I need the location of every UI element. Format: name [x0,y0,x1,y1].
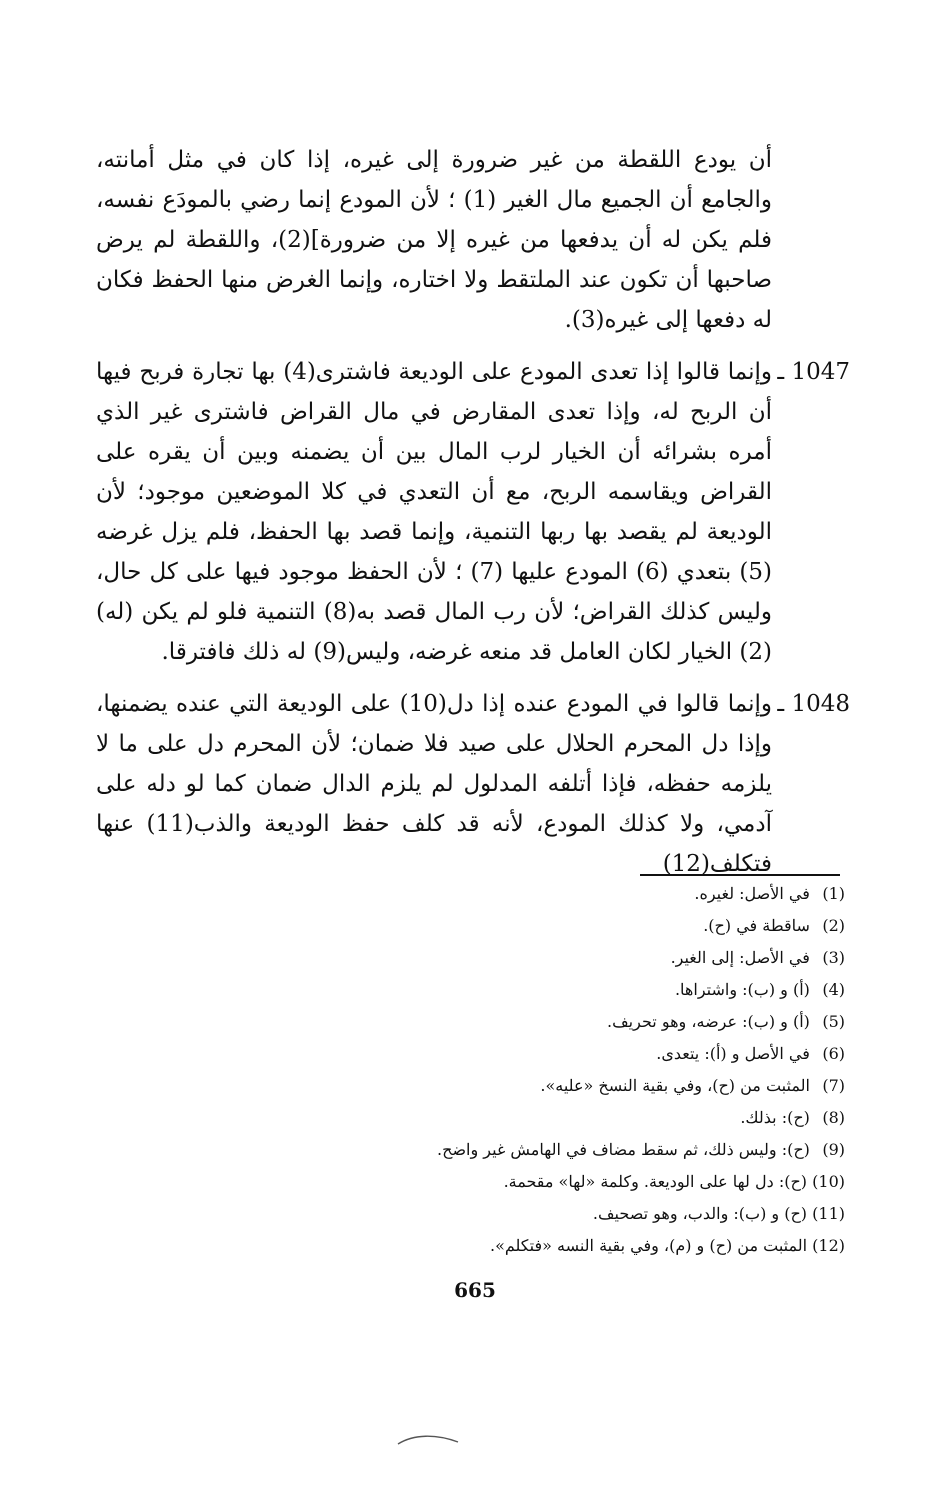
footnote-number: (5) [822,1012,845,1031]
paragraph-1047 [96,352,850,672]
footnote-text: في الأصل: إلى الغير. [670,948,810,967]
footnote [300,878,845,910]
paragraph-text: وإنما قالوا في المودع عنده إذا دل(10) على الوديعة التي عنده يضمنها، وإذا دل المحرم الحلال على صيد فلا ضمان؛ لأن المحرم دل على ما لا يلزمه حفظه، فإذا أتلفه المدلول لم يلزم الدال ضمان كما لو دله على آدمي، ولا كذلك المودع، لأنه قد كلف حفظ الوديعة والذب(11) عنها فتكلف(12) [96,691,772,877]
footnote-text: (أ) و (ب): عرضه، وهو تحريف. [607,1012,810,1031]
footnote [300,1166,845,1198]
footnote-text: (ح): دل لها على الوديعة. وكلمة «لها» مقحمة. [503,1172,808,1191]
footnote-number: (2) [822,916,845,935]
footnotes [300,878,845,1262]
footnote [300,942,845,974]
footnote-number: (1) [822,884,845,903]
footnote-number: (7) [822,1076,845,1095]
footnote-number: (3) [822,948,845,967]
footnote-text: (ح): وليس ذلك، ثم سقط مضاف في الهامش غير واضح. [437,1140,810,1159]
footnote [300,1198,845,1230]
footnote-text: المثبت من (ح) و (م)، وفي بقية النسه «فتكلم». [489,1236,808,1255]
footnote [300,1102,845,1134]
paragraph-text: أن يودع اللقطة من غير ضرورة إلى غيره، إذا كان في مثل أمانته، والجامع أن الجميع مال الغير (1) ؛ لأن المودع إنما رضي بالمودَع نفسه، فلم يكن له أن يدفعها من غيره إلا من ضرورة](2)، واللقطة لم يرض صاحبها أن تكون عند الملتقط ولا اختاره، وإنما الغرض منها الحفظ فكان له دفعها إلى غيره(3). [96,147,772,333]
footnote-text: (ح) و (ب): والدب، وهو تصحيف. [592,1204,808,1223]
footnote-number: (10) [812,1172,845,1191]
paragraph-continuation [96,140,850,340]
footnote-text: في الأصل و (أ): يتعدى. [656,1044,810,1063]
paragraph-1048 [96,684,850,884]
footnote-number: (11) [812,1204,845,1223]
tilde-ornament-icon [396,1433,460,1447]
main-text [96,140,850,896]
footnote [300,1006,845,1038]
footnote-text: (ح): بذلك. [740,1108,810,1127]
footnote-number: (12) [812,1236,845,1255]
footnote-number: (9) [822,1140,845,1159]
paragraph-number: 1047 ـ [777,359,850,385]
footnote-number: (6) [822,1044,845,1063]
page-number: 665 [454,1278,496,1302]
footnote-text: ساقطة في (ح). [703,916,810,935]
footnote-text: المثبت من (ح)، وفي بقية النسخ «عليه». [540,1076,810,1095]
footnote-number: (8) [822,1108,845,1127]
footnote-number: (4) [822,980,845,999]
footnote-text: (أ) و (ب): واشتراها. [674,980,810,999]
footnote [300,974,845,1006]
paragraph-number: 1048 ـ [777,691,850,717]
footnote [300,1038,845,1070]
footnote [300,1230,845,1262]
footnote-separator [640,874,840,876]
footnote [300,1070,845,1102]
paragraph-text: وإنما قالوا إذا تعدى المودع على الوديعة فاشترى(4) بها تجارة فربح فيها أن الربح له، وإذا تعدى المقارض في مال القراض فاشترى غير الذي أمره بشرائه أن الخيار لرب المال بين أن يضمنه وبين أن يقره على القراض ويقاسمه الربح، مع أن التعدي في كلا الموضعين موجود؛ لأن الوديعة لم يقصد بها ربها التنمية، وإنما قصد بها الحفظ، فلم يزل غرضه (5) بتعدي (6) المودع عليها (7) ؛ لأن الحفظ موجود فيها على كل حال، وليس كذلك القراض؛ لأن رب المال قصد به(8) التنمية فلو لم يكن (له)(2) الخيار لكان العامل قد منعه غرضه، وليس(9) له ذلك فافترقا. [96,359,772,665]
footnote-text: في الأصل: لغيره. [694,884,810,903]
footnote [300,1134,845,1166]
footnote [300,910,845,942]
